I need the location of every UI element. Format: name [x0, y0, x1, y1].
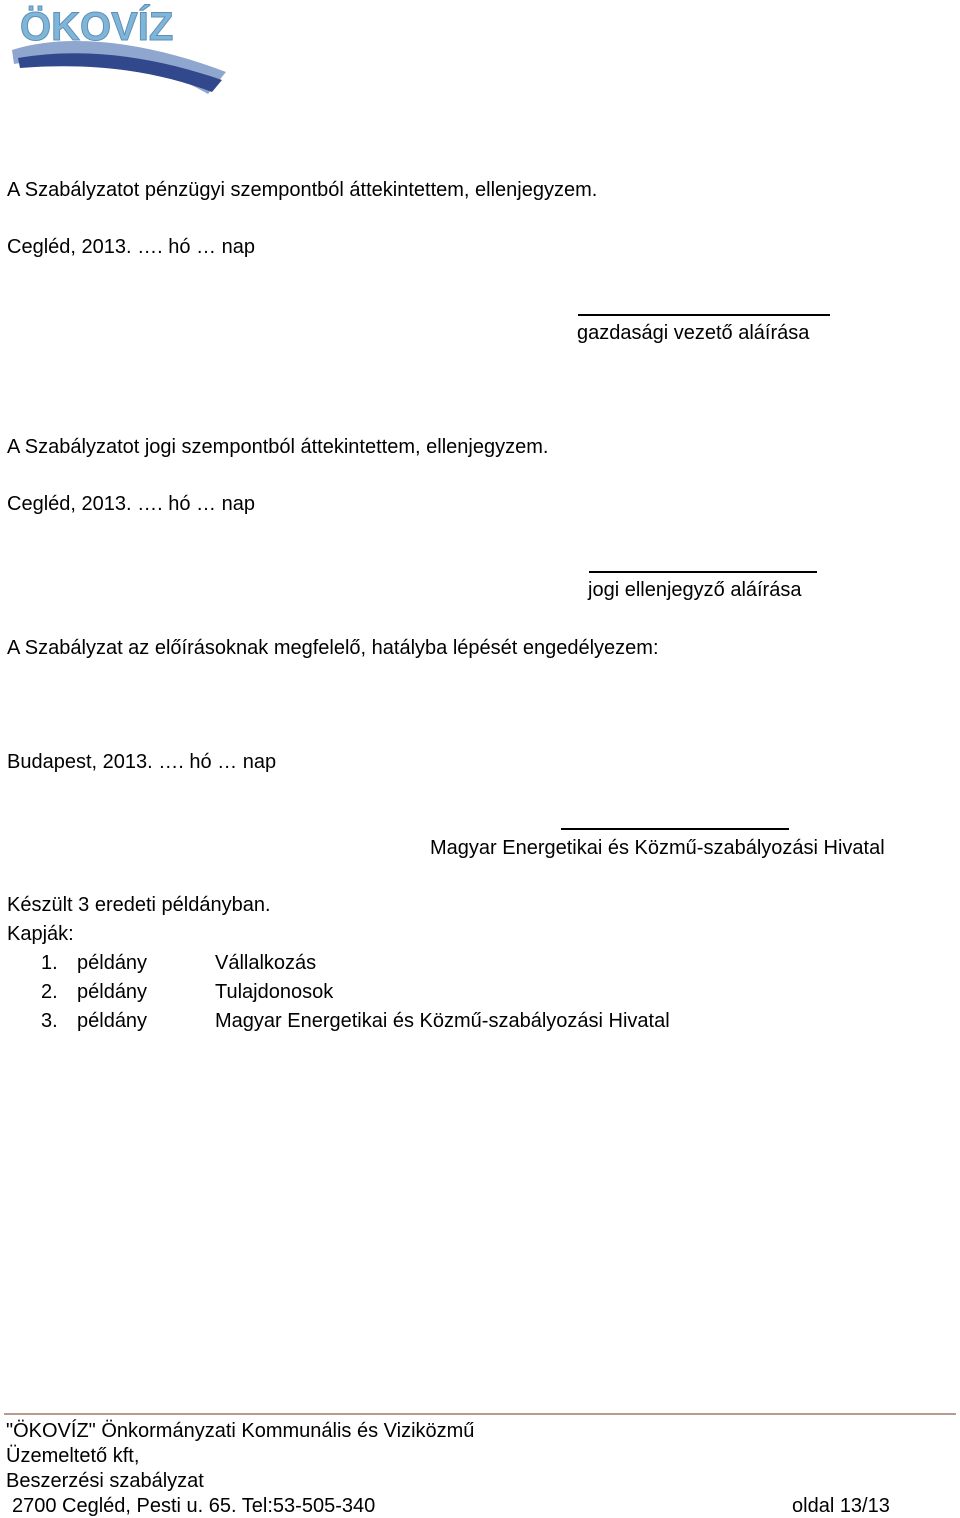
legal-review-date: Cegléd, 2013. …. hó … nap: [7, 493, 255, 515]
logo-wordmark: ÖKOVÍZ: [20, 5, 174, 49]
distribution-item-label: példány: [77, 1010, 148, 1032]
approval-date: Budapest, 2013. …. hó … nap: [7, 751, 277, 773]
recipients-label: Kapják:: [7, 923, 74, 945]
distribution-item-label: példány: [77, 981, 148, 1003]
footer-divider: [4, 1413, 956, 1415]
footer-company-name: "ÖKOVÍZ" Önkormányzati Kommunális és Viziközmű: [6, 1420, 475, 1442]
company-logo: [8, 2, 234, 98]
legal-signature-line: [589, 571, 817, 573]
financial-review-statement: A Szabályzatot pénzügyi szempontból áttekintettem, ellenjegyzem.: [7, 179, 598, 201]
footer-address: 2700 Cegléd, Pesti u. 65. Tel:53-505-340: [12, 1495, 376, 1517]
distribution-item-recipient: Vállalkozás: [215, 952, 317, 974]
distribution-item-number: 1.: [41, 952, 58, 974]
footer-document-title: Beszerzési szabályzat: [6, 1470, 204, 1492]
copies-statement: Készült 3 eredeti példányban.: [7, 894, 271, 916]
distribution-item-number: 2.: [41, 981, 58, 1003]
distribution-item-number: 3.: [41, 1010, 58, 1032]
financial-signature-label: gazdasági vezető aláírása: [577, 322, 810, 344]
distribution-item-recipient: Tulajdonosok: [215, 981, 334, 1003]
financial-review-date: Cegléd, 2013. …. hó … nap: [7, 236, 255, 258]
distribution-item-recipient: Magyar Energetikai és Közmű-szabályozási Hivatal: [215, 1010, 670, 1032]
approval-statement: A Szabályzat az előírásoknak megfelelő, hatályba lépését engedélyezem:: [7, 637, 659, 659]
footer-page-number: oldal 13/13: [792, 1495, 890, 1517]
distribution-item-label: példány: [77, 952, 148, 974]
approval-signature-line: [561, 828, 789, 830]
okoviz-logo-graphic: [8, 2, 234, 98]
footer-company-type: Üzemeltető kft,: [6, 1445, 140, 1467]
approval-signature-label: Magyar Energetikai és Közmű-szabályozási Hivatal: [430, 837, 885, 859]
logo-swoosh-dark: [18, 53, 222, 92]
legal-signature-label: jogi ellenjegyző aláírása: [588, 579, 802, 601]
financial-signature-line: [578, 314, 830, 316]
legal-review-statement: A Szabályzatot jogi szempontból áttekintettem, ellenjegyzem.: [7, 436, 549, 458]
